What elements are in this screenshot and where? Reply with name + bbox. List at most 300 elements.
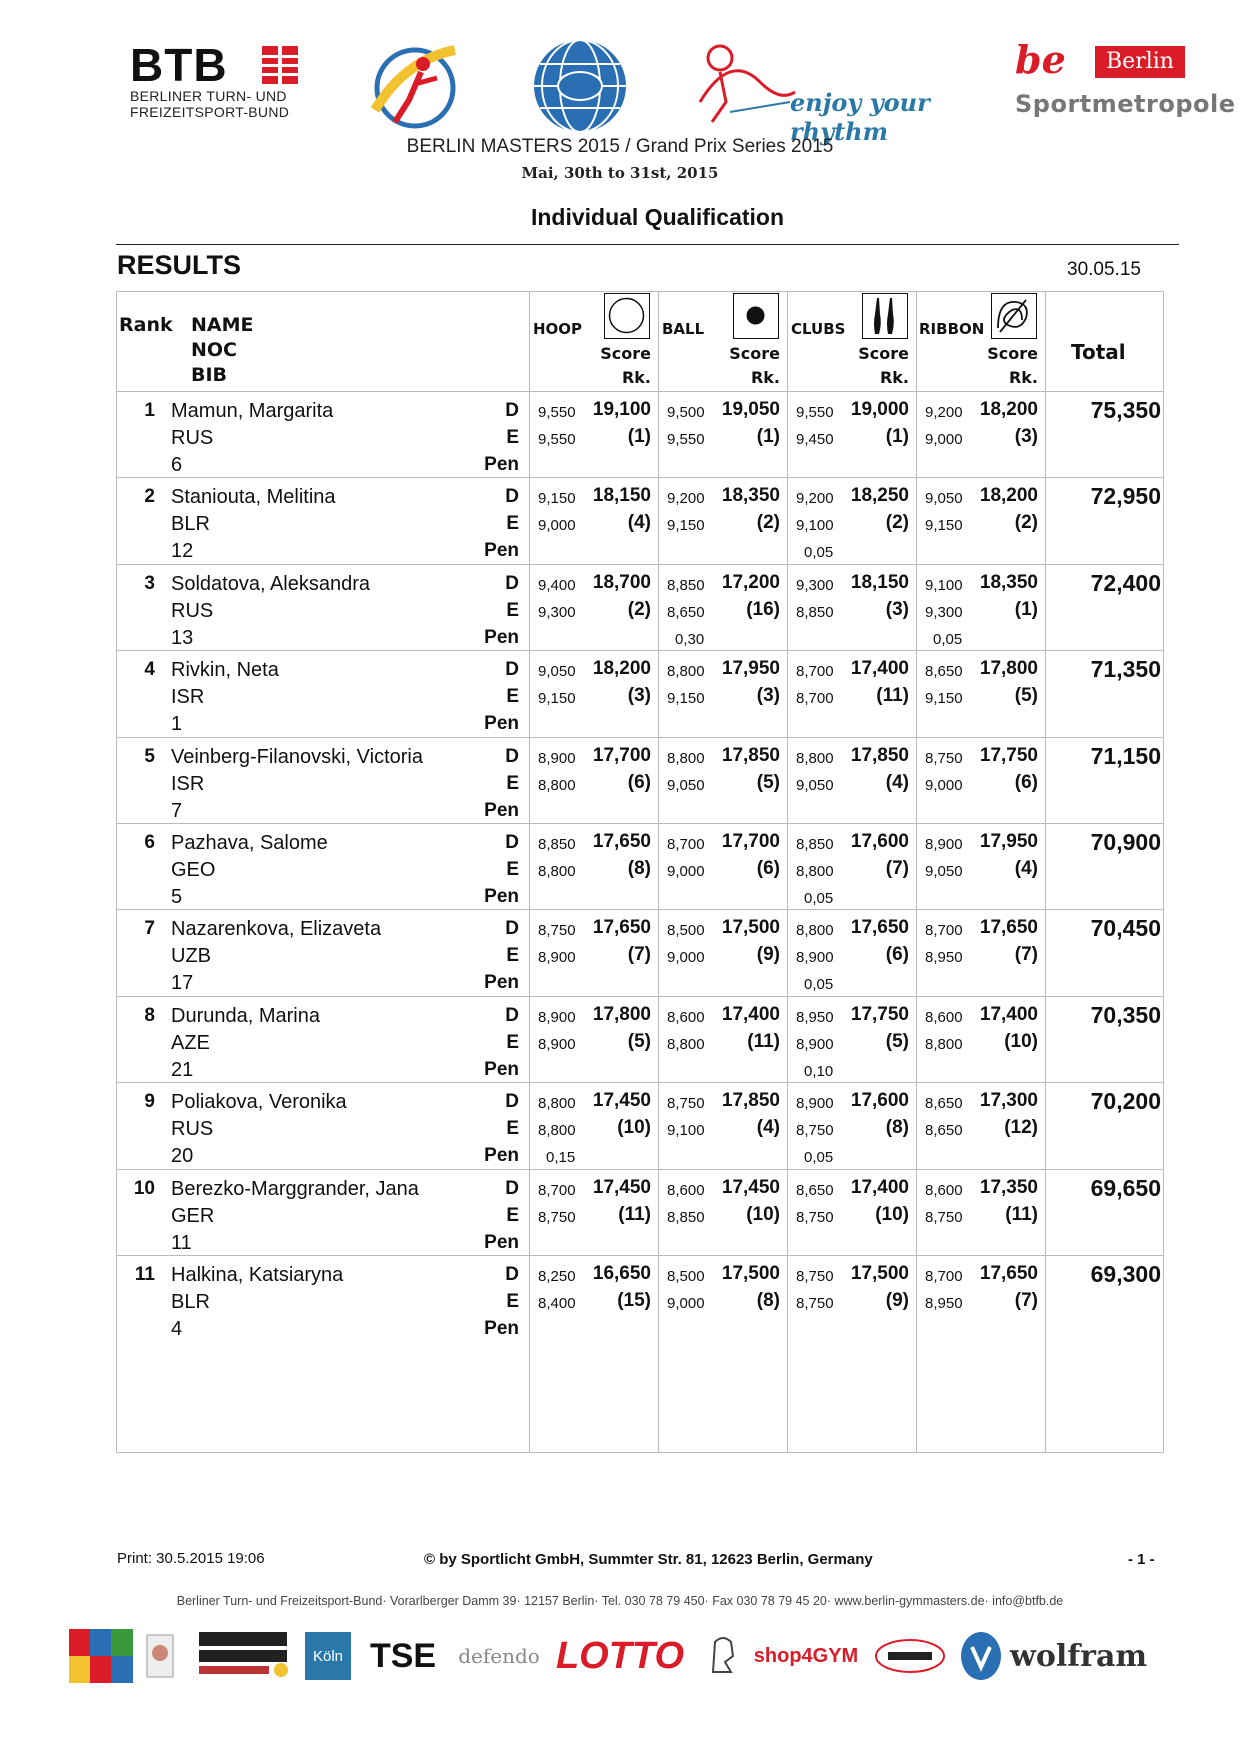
apparatus-rank: (12) [1004, 1117, 1038, 1139]
athlete-name: Pazhava, Salome [171, 832, 328, 854]
athlete-bib: 6 [171, 454, 183, 476]
athlete-name: Staniouta, Melitina [171, 486, 336, 509]
difficulty-score: 9,550 [796, 404, 834, 421]
total-score: 72,400 [1090, 569, 1161, 596]
defendo-text: defendo [458, 1644, 540, 1668]
btb-logo [130, 39, 310, 120]
execution-score: 9,450 [796, 431, 834, 448]
total-score: 70,350 [1090, 1001, 1161, 1028]
apparatus-rank: (4) [756, 1117, 780, 1139]
difficulty-score: 9,500 [667, 404, 705, 421]
apparatus-score: 17,650 [592, 917, 651, 939]
print-timestamp: Print: 30.5.2015 19:06 [117, 1550, 265, 1567]
penalty-value: 0,05 [804, 544, 834, 562]
berlin-be-text: be [1015, 37, 1066, 82]
athlete-name: Soldatova, Aleksandra [171, 572, 371, 595]
header-divider [117, 391, 1163, 392]
apparatus-score: 19,050 [721, 399, 780, 420]
apparatus-score: 17,800 [592, 1003, 651, 1025]
sponsor-tse-logo [358, 1622, 448, 1690]
execution-label: E [506, 686, 519, 708]
row-divider [117, 1255, 1163, 1256]
apparatus-score: 18,200 [979, 399, 1038, 420]
ribbon-icon [991, 293, 1037, 339]
sportmetropole-text: Sportmetropole [1015, 90, 1236, 118]
execution-score: 9,000 [925, 776, 963, 794]
difficulty-score: 8,650 [796, 1181, 834, 1199]
difficulty-score: 9,400 [538, 576, 576, 594]
execution-label: E [506, 1031, 519, 1053]
athlete-name: Durunda, Marina [171, 1004, 320, 1027]
apparatus-score: 17,500 [850, 1263, 909, 1284]
apparatus-rank: (1) [1014, 598, 1038, 620]
copyright-notice: © by Sportlicht GmbH, Summter Str. 81, 12623 Berlin, Germany [424, 1551, 873, 1568]
hoop-rk-header: Rk. [621, 368, 651, 387]
apparatus-rank: (1) [756, 426, 780, 447]
total-score: 69,300 [1090, 1261, 1161, 1287]
execution-score: 9,150 [925, 517, 963, 535]
apparatus-rank: (5) [885, 1030, 909, 1052]
apparatus-rank: (5) [627, 1030, 651, 1052]
apparatus-score: 18,200 [979, 485, 1038, 507]
athlete-rank: 11 [134, 1264, 155, 1285]
execution-score: 9,550 [667, 431, 705, 448]
difficulty-score: 8,800 [538, 1095, 576, 1113]
difficulty-score: 8,500 [667, 922, 705, 940]
execution-score: 8,650 [925, 1122, 963, 1140]
execution-score: 8,800 [925, 1035, 963, 1053]
apparatus-rank: (11) [876, 685, 909, 707]
total-score: 72,950 [1090, 483, 1161, 510]
apparatus-score: 18,200 [592, 658, 651, 680]
difficulty-score: 8,600 [667, 1181, 705, 1199]
difficulty-label: D [505, 486, 519, 508]
penalty-label: Pen [484, 1145, 519, 1167]
penalty-label: Pen [484, 886, 519, 907]
difficulty-score: 8,750 [796, 1268, 834, 1285]
difficulty-label: D [505, 918, 519, 940]
apparatus-rank: (4) [1014, 858, 1038, 879]
apparatus-rank: (10) [875, 1203, 909, 1225]
difficulty-score: 8,700 [925, 922, 963, 940]
athlete-noc: ISR [171, 772, 205, 795]
athlete-noc: ISR [171, 686, 205, 709]
event-date: Mai, 30th to 31st, 2015 [521, 164, 719, 182]
execution-label: E [506, 859, 519, 880]
difficulty-score: 8,600 [925, 1181, 963, 1199]
apparatus-rank: (4) [627, 512, 651, 534]
athlete-bib: 11 [171, 1231, 192, 1254]
btb-cross-mark-icon [262, 46, 298, 84]
apparatus-score: 17,600 [850, 1090, 909, 1112]
difficulty-score: 9,050 [925, 490, 963, 508]
apparatus-rank: (11) [618, 1203, 651, 1225]
difficulty-score: 9,300 [796, 576, 834, 594]
execution-score: 8,750 [538, 1208, 576, 1226]
apparatus-score: 19,000 [850, 399, 909, 420]
total-score: 71,150 [1090, 742, 1161, 769]
execution-score: 9,100 [796, 517, 834, 535]
execution-label: E [506, 945, 519, 967]
organizer-address: Berliner Turn- und Freizeitsport-Bund· Vorarlberger Damm 39· 12157 Berlin· Tel. 030 78 79 450· Fax 030 78 79 45 20· www.berlin-gymmasters.de· info@btfb.de [176, 1594, 1064, 1608]
difficulty-label: D [505, 659, 519, 681]
athlete-noc: UZB [171, 945, 211, 968]
total-score: 75,350 [1090, 397, 1161, 423]
penalty-label: Pen [484, 972, 519, 994]
execution-score: 8,400 [538, 1295, 576, 1312]
clubs-rk-header: Rk. [879, 368, 909, 387]
difficulty-score: 8,250 [538, 1268, 576, 1285]
ribbon-score-header: Score [987, 344, 1038, 363]
execution-score: 8,800 [538, 1122, 576, 1140]
difficulty-score: 8,850 [667, 576, 705, 594]
enjoy-your-rhythm-logo [690, 42, 970, 146]
event-title: BERLIN MASTERS 2015 / Grand Prix Series 2015 [406, 136, 834, 157]
row-divider [117, 996, 1163, 997]
athlete-bib: 12 [171, 540, 194, 563]
execution-score: 8,750 [925, 1208, 963, 1226]
execution-score: 8,950 [925, 1295, 963, 1312]
apparatus-rank: (9) [885, 1290, 909, 1311]
peugeot-lion-logo-icon [700, 1622, 746, 1690]
athlete-noc: BLR [171, 513, 210, 536]
difficulty-score: 9,150 [538, 490, 576, 508]
btb-line-1: BERLINER TURN- UND [130, 88, 287, 104]
execution-score: 8,950 [925, 949, 963, 967]
athlete-name: Berezko-Marggrander, Jana [171, 1177, 419, 1200]
athlete-rank: 8 [144, 1004, 155, 1026]
difficulty-score: 8,900 [538, 749, 576, 767]
hoop-icon [604, 293, 650, 339]
athlete-rank: 7 [144, 918, 155, 940]
difficulty-score: 8,750 [925, 749, 963, 767]
fig-globe-logo-icon [530, 36, 630, 136]
penalty-value: 0,05 [804, 976, 834, 994]
execution-label: E [506, 513, 519, 535]
difficulty-score: 8,600 [925, 1008, 963, 1026]
apparatus-rank: (6) [756, 858, 780, 879]
penalty-label: Pen [484, 626, 519, 648]
apparatus-rank: (3) [1014, 426, 1038, 447]
athlete-name: Veinberg-Filanovski, Victoria [171, 745, 423, 768]
difficulty-score: 8,850 [538, 836, 576, 853]
apparatus-score: 17,700 [721, 831, 780, 852]
penalty-label: Pen [484, 713, 519, 735]
athlete-name: Rivkin, Neta [171, 659, 279, 682]
apparatus-rank: (7) [1014, 1290, 1038, 1311]
apparatus-rank: (16) [746, 598, 780, 620]
athlete-rank: 5 [144, 745, 155, 767]
apparatus-rank: (6) [885, 944, 909, 966]
apparatus-rank: (5) [756, 771, 780, 793]
clubs-score-header: Score [858, 344, 909, 363]
execution-score: 9,150 [925, 690, 963, 708]
athlete-noc: RUS [171, 1118, 214, 1141]
title-divider [116, 244, 1179, 245]
apparatus-rank: (10) [1004, 1030, 1038, 1052]
difficulty-score: 8,800 [667, 749, 705, 767]
total-score: 71,350 [1090, 656, 1161, 683]
apparatus-score: 18,150 [850, 571, 909, 593]
row-divider [117, 909, 1163, 910]
athlete-bib: 4 [171, 1318, 183, 1340]
apparatus-rank: (4) [885, 771, 909, 793]
difficulty-score: 8,650 [925, 663, 963, 681]
apparatus-rank: (2) [627, 598, 651, 620]
execution-score: 8,850 [667, 1208, 705, 1226]
execution-score: 9,000 [667, 1295, 705, 1312]
be-berlin-logo [1015, 37, 1236, 126]
row-divider [117, 737, 1163, 738]
execution-score: 8,650 [667, 603, 705, 621]
apparatus-score: 17,450 [721, 1176, 780, 1198]
grid-line [529, 292, 530, 1452]
difficulty-score: 8,700 [925, 1268, 963, 1285]
grid-line [787, 292, 788, 1452]
sponsor-wolfram-logo [958, 1622, 1178, 1690]
athlete-noc: BLR [171, 1291, 210, 1313]
total-header: Total [1071, 340, 1126, 364]
difficulty-score: 9,200 [925, 404, 963, 421]
apparatus-score: 17,400 [979, 1003, 1038, 1025]
athlete-rank: 6 [144, 832, 155, 853]
athlete-rank: 9 [144, 1091, 155, 1113]
difficulty-score: 8,850 [796, 836, 834, 853]
bib-header: BIB [191, 364, 228, 386]
sponsor-koeln-logo [304, 1622, 352, 1690]
difficulty-score: 8,700 [667, 836, 705, 853]
penalty-value: 0,30 [675, 630, 705, 648]
apparatus-rank: (9) [756, 944, 780, 966]
btb-line-2: FREIZEITSPORT-BUND [130, 104, 290, 120]
apparatus-rank: (8) [756, 1290, 780, 1311]
difficulty-score: 8,800 [667, 663, 705, 681]
athlete-bib: 5 [171, 886, 183, 908]
apparatus-score: 17,850 [721, 744, 780, 766]
page-number: - 1 - [1128, 1551, 1155, 1568]
apparatus-score: 18,700 [592, 571, 651, 593]
penalty-label: Pen [484, 1058, 519, 1080]
grid-line [658, 292, 659, 1452]
penalty-value: 0,15 [546, 1149, 576, 1167]
athlete-noc: AZE [171, 1031, 210, 1054]
sponsor-small-logo-icon [143, 1622, 177, 1690]
apparatus-score: 18,250 [850, 485, 909, 507]
apparatus-score: 18,350 [721, 485, 780, 507]
apparatus-rank: (3) [756, 685, 780, 707]
clubs-icon [862, 293, 908, 339]
difficulty-score: 8,500 [667, 1268, 705, 1285]
athlete-name: Halkina, Katsiaryna [171, 1264, 344, 1286]
apparatus-rank: (10) [746, 1203, 780, 1225]
hoop-header: HOOP [533, 320, 583, 338]
total-score: 70,900 [1090, 829, 1161, 855]
penalty-label: Pen [484, 1231, 519, 1253]
difficulty-label: D [505, 572, 519, 594]
difficulty-label: D [505, 745, 519, 767]
penalty-value: 0,05 [804, 1149, 834, 1167]
ribbon-rk-header: Rk. [1008, 368, 1038, 387]
apparatus-rank: (2) [885, 512, 909, 534]
difficulty-label: D [505, 400, 519, 421]
athlete-noc: RUS [171, 427, 214, 449]
apparatus-score: 17,300 [979, 1090, 1038, 1112]
apparatus-score: 17,700 [592, 744, 651, 766]
apparatus-score: 18,150 [592, 485, 651, 507]
athlete-rank: 2 [144, 486, 155, 508]
clubs-header: CLUBS [791, 320, 846, 338]
execution-score: 8,850 [796, 603, 834, 621]
apparatus-score: 17,600 [850, 831, 909, 852]
results-table [116, 291, 1164, 1453]
apparatus-score: 17,850 [850, 744, 909, 766]
apparatus-rank: (5) [1014, 685, 1038, 707]
execution-score: 8,900 [538, 949, 576, 967]
execution-score: 9,050 [925, 863, 963, 880]
koeln-text: Köln [305, 1632, 351, 1680]
apparatus-score: 17,350 [979, 1176, 1038, 1198]
difficulty-score: 9,200 [667, 490, 705, 508]
difficulty-score: 9,550 [538, 404, 576, 421]
difficulty-score: 8,800 [796, 749, 834, 767]
apparatus-score: 17,500 [721, 917, 780, 939]
btb-letters: BTB [130, 39, 228, 91]
athlete-name: Poliakova, Veronika [171, 1091, 347, 1114]
execution-score: 9,100 [667, 1122, 705, 1140]
difficulty-score: 8,600 [667, 1008, 705, 1026]
ribbon-header: RIBBON [919, 320, 985, 338]
execution-label: E [506, 1204, 519, 1226]
execution-label: E [506, 427, 519, 448]
penalty-label: Pen [484, 540, 519, 562]
tse-text: TSE [369, 1636, 437, 1675]
wolfram-emblem-icon [958, 1629, 1004, 1683]
shop4gym-text: shop4GYM [753, 1644, 859, 1667]
apparatus-score: 18,350 [979, 571, 1038, 593]
difficulty-score: 8,900 [538, 1008, 576, 1026]
apparatus-score: 17,450 [592, 1176, 651, 1198]
apparatus-rank: (6) [1014, 771, 1038, 793]
row-divider [117, 564, 1163, 565]
athlete-bib: 13 [171, 626, 194, 649]
total-score: 70,450 [1090, 915, 1161, 942]
difficulty-score: 8,900 [796, 1095, 834, 1113]
rank-header: Rank [119, 314, 173, 336]
execution-label: E [506, 772, 519, 794]
apparatus-score: 16,650 [592, 1263, 651, 1284]
apparatus-score: 17,750 [850, 1003, 909, 1025]
apparatus-rank: (1) [885, 426, 909, 447]
athlete-noc: GER [171, 1204, 215, 1227]
row-divider [117, 477, 1163, 478]
execution-score: 8,750 [796, 1122, 834, 1140]
apparatus-rank: (8) [627, 858, 651, 879]
execution-score: 8,800 [538, 863, 576, 880]
athlete-rank: 3 [144, 572, 155, 594]
execution-score: 8,800 [667, 1035, 705, 1053]
execution-label: E [506, 599, 519, 621]
execution-score: 8,700 [796, 690, 834, 708]
sponsor-shop4gym-logo [748, 1622, 864, 1690]
apparatus-rank: (11) [747, 1030, 780, 1052]
sponsor-restaurant-logo-icon [188, 1622, 298, 1690]
ball-header: BALL [662, 320, 705, 338]
sponsor-lotto-logo [548, 1622, 692, 1690]
execution-score: 9,050 [667, 776, 705, 794]
athlete-rank: 1 [144, 400, 155, 421]
hoop-score-header: Score [600, 344, 651, 363]
apparatus-rank: (15) [617, 1290, 651, 1311]
apparatus-score: 17,850 [721, 1090, 780, 1112]
athlete-bib: 1 [171, 713, 183, 736]
apparatus-rank: (7) [885, 858, 909, 879]
berlin-bear-logo-icon [68, 1622, 134, 1690]
penalty-label: Pen [484, 799, 519, 821]
apparatus-score: 17,800 [979, 658, 1038, 680]
apparatus-rank: (10) [617, 1117, 651, 1139]
sponsor-strip [68, 1622, 1178, 1690]
difficulty-score: 8,800 [796, 922, 834, 940]
rhythmic-gymnast-icon [690, 42, 800, 126]
athlete-rank: 4 [144, 659, 155, 681]
apparatus-rank: (3) [627, 685, 651, 707]
execution-score: 8,900 [796, 1035, 834, 1053]
execution-score: 8,750 [796, 1295, 834, 1312]
execution-score: 8,750 [796, 1208, 834, 1226]
difficulty-score: 8,700 [796, 663, 834, 681]
penalty-value: 0,10 [804, 1062, 834, 1080]
difficulty-score: 9,050 [538, 663, 576, 681]
execution-score: 9,150 [538, 690, 576, 708]
gymnast-logo-icon [365, 40, 460, 130]
execution-score: 8,900 [538, 1035, 576, 1053]
athlete-bib: 7 [171, 799, 183, 822]
athlete-bib: 17 [171, 972, 194, 995]
apparatus-score: 17,400 [850, 658, 909, 680]
ball-rk-header: Rk. [750, 368, 780, 387]
execution-score: 9,150 [667, 690, 705, 708]
grid-line [916, 292, 917, 1452]
athlete-bib: 21 [171, 1058, 194, 1081]
execution-score: 9,000 [538, 517, 576, 535]
apparatus-rank: (2) [1014, 512, 1038, 534]
difficulty-score: 9,100 [925, 576, 963, 594]
apparatus-rank: (6) [627, 771, 651, 793]
apparatus-rank: (8) [885, 1117, 909, 1139]
difficulty-score: 8,750 [538, 922, 576, 940]
apparatus-score: 17,950 [979, 831, 1038, 852]
execution-score: 9,000 [925, 431, 963, 448]
difficulty-score: 8,700 [538, 1181, 576, 1199]
execution-score: 8,800 [796, 863, 834, 880]
athlete-bib: 20 [171, 1145, 194, 1168]
document-title: Individual Qualification [530, 204, 785, 230]
sponsor-defendo-logo [454, 1622, 544, 1690]
total-score: 70,200 [1090, 1088, 1161, 1115]
athlete-noc: RUS [171, 599, 214, 622]
penalty-label: Pen [484, 454, 519, 475]
execution-label: E [506, 1118, 519, 1140]
wolfram-text: wolfram [1010, 1638, 1148, 1674]
apparatus-score: 17,950 [721, 658, 780, 680]
apparatus-score: 17,650 [592, 831, 651, 852]
athlete-name: Nazarenkova, Elizaveta [171, 918, 382, 941]
lotto-text: LOTTO [555, 1634, 685, 1677]
execution-score: 9,300 [925, 603, 963, 621]
apparatus-rank: (11) [1005, 1203, 1038, 1225]
athlete-noc: GEO [171, 859, 216, 881]
total-score: 69,650 [1090, 1174, 1161, 1201]
